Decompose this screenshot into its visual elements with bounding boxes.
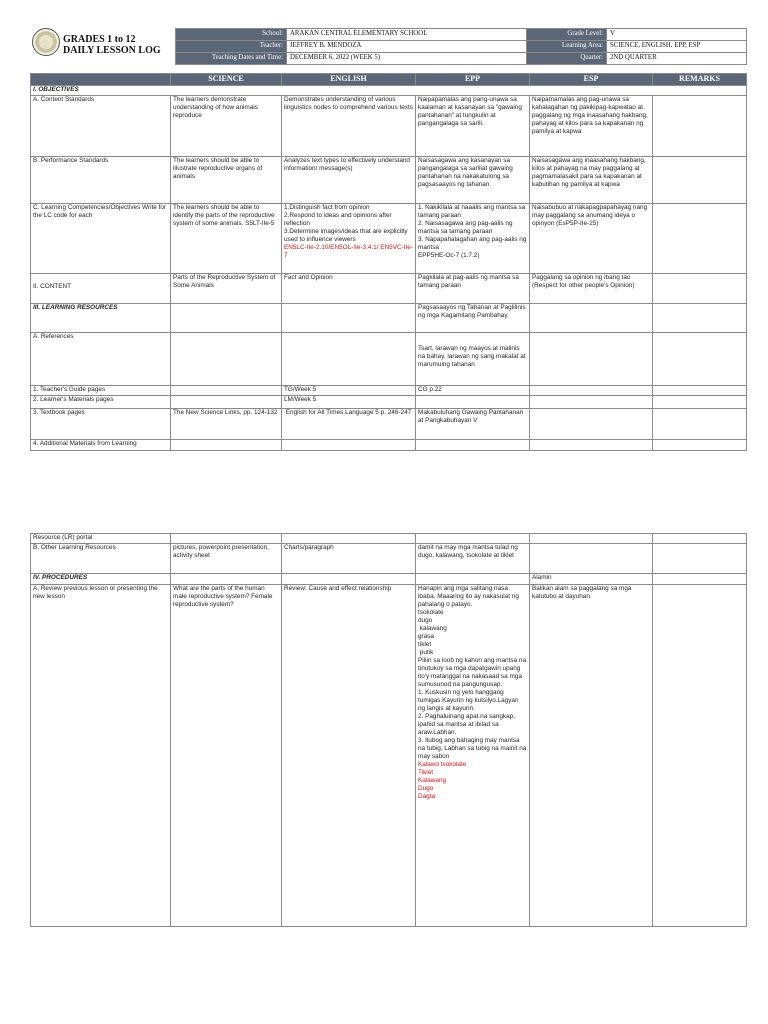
row-additional-materials-cont xyxy=(31,534,747,544)
cell-esp xyxy=(530,386,653,396)
header-info-table xyxy=(175,28,747,65)
cell-english xyxy=(282,534,416,544)
row-learners-materials xyxy=(31,396,747,409)
english-objective-2: 2.Respond to ideas and opinions after reflection xyxy=(284,212,392,227)
epp-answer-line: Dugo xyxy=(418,785,434,792)
epp-answer-line: Kalawang xyxy=(418,777,447,784)
cell-remarks xyxy=(653,304,747,333)
procedures-label: IV. PROCEDURES xyxy=(33,574,88,581)
row-label: 4. Additional Materials from Learning xyxy=(31,440,171,451)
cell-english xyxy=(282,440,416,451)
cell-esp: Alamin xyxy=(530,574,653,585)
cell-remarks xyxy=(653,409,747,440)
brand-line-2: DAILY LESSON LOG xyxy=(63,45,161,56)
epp-objective-1: 1. Nakikilala at naaalis ang mantsa sa tamang paraan xyxy=(418,204,526,219)
school-label: School: xyxy=(176,29,287,41)
epp-review-line: putik xyxy=(418,649,434,656)
cell-esp xyxy=(530,409,653,440)
cell-esp xyxy=(530,440,653,451)
cell-english: Analyzes text types to effectively understand information/ message(s) xyxy=(282,157,416,204)
epp-review-line: 1. Kuskusin ng yelo hanggang tumigas.Kayurin ng kutsilyo.Lagyan ng langis at kayurin. xyxy=(418,689,519,712)
epp-review-line: grasa xyxy=(418,633,434,640)
corner-header xyxy=(31,74,171,86)
cell-esp: Balikan alam sa paggalang sa mga katutubo at dayuhan. xyxy=(530,585,653,927)
cell-english: Fact and Opinion xyxy=(282,274,416,304)
cell-science: What are the parts of the human male reproductive system? Female reproductive system? xyxy=(171,585,282,927)
epp-review-line: tiklet xyxy=(418,641,432,648)
row-label: Resource (LR) portal xyxy=(31,534,171,544)
cell-remarks xyxy=(653,534,747,544)
cell-epp: Pagsasaayos ng Tahanan at Paglilinis ng mga Kagamitang Pambahay. xyxy=(416,304,530,333)
row-label xyxy=(31,304,171,333)
cell-science: The learners demonstrate understanding of how animals reproduce xyxy=(171,96,282,157)
cell-science: Parts of the Reproductive System of Some Animals xyxy=(171,274,282,304)
cell-remarks xyxy=(653,585,747,927)
cell-english xyxy=(282,333,416,386)
page-one xyxy=(0,0,768,475)
cell-remarks xyxy=(653,204,747,274)
cell-english: LM/Week 5 xyxy=(282,396,416,409)
dates-value: DECEMBER 6, 2022 (WEEK 5) xyxy=(287,53,527,65)
row-label: A. Content Standards xyxy=(31,96,171,157)
cell-english: TG/Week 5 xyxy=(282,386,416,396)
grade-label: Grade Level: xyxy=(527,29,607,41)
cell-science xyxy=(171,333,282,386)
epp-objective-3: 3. Napapahalagahan ang pag-aalis ng mantsa xyxy=(418,236,527,251)
cell-esp xyxy=(530,544,653,574)
cell-esp xyxy=(530,396,653,409)
cell-epp: CG p.22 xyxy=(416,386,530,396)
row-label: A. References xyxy=(31,333,171,386)
cell-epp: damit na may mga mantsa tulad ng dugo, kalawang, tsokolate at tiklet xyxy=(416,544,530,574)
cell-science: The learners should be able to identify the parts of the reproductive system of some animals. S5LT-IIe-5 xyxy=(171,204,282,274)
epp-answer-line: Kalawo tsokolate xyxy=(418,761,467,768)
cell-epp xyxy=(416,585,530,927)
row-additional-materials xyxy=(31,440,747,451)
cell-esp: Paggalang sa opinion ng ibang tao (Respect for other people's Opinion) xyxy=(530,274,653,304)
cell-english xyxy=(282,204,416,274)
page-two xyxy=(0,475,768,1024)
grade-value: V xyxy=(607,29,747,41)
cell-remarks xyxy=(653,396,747,409)
row-label: 2. Learner's Materials pages xyxy=(31,396,171,409)
cell-science: pictures, powerpoint presentation, activity sheet xyxy=(171,544,282,574)
english-objective-1: 1.Distinguish fact from opinion xyxy=(284,204,370,211)
quarter-label: Quarter: xyxy=(527,53,607,65)
cell-english xyxy=(282,574,416,585)
cell-epp xyxy=(416,396,530,409)
content-label: II. CONTENT xyxy=(33,283,71,290)
cell-esp: Naipamamalas ang pag-unawa sa kahalagahan ng pakikipag-kapwatao at paggalang ng mga inaasahang hakbang, pahayag at kilos para sa kapakanan ng pamilya at kapwa xyxy=(530,96,653,157)
row-performance-standards xyxy=(31,157,747,204)
english-objective-3: 3.Determine images/ideas that are explicitly used to influence viewers xyxy=(284,228,408,243)
cell-esp: Naisabubuo at nakapagpapahayag nang may paggalang sa anumang ideya o opinyon (EsP5P-IIe-25) xyxy=(530,204,653,274)
epp-review-line: Hanapin ang mga salitang nasa ibaba. Maaaring ito ay nakasulat ng pahalang o patayo. xyxy=(418,585,519,608)
area-label: Learning Area: xyxy=(527,41,607,53)
cell-esp: Naisasagawa ang inaasahang hakbang, kilos at pahayag na may paggalang at pagmamalasakit para sa kapakanan at kabutihan ng pamilya at kapwa xyxy=(530,157,653,204)
cell-remarks xyxy=(653,274,747,304)
epp-review-line: 2. Paghaluinang apat na sangkap, ipahid sa mantsa at ibilad sa araw.Labhan. xyxy=(418,713,516,736)
cell-epp xyxy=(416,333,530,386)
cell-esp xyxy=(530,304,653,333)
brand-line-1: GRADES 1 to 12 xyxy=(63,34,136,45)
dll-brand xyxy=(63,34,161,56)
cell-esp xyxy=(530,333,653,386)
english-lc-code: EN5LC-IIe-2.10/EN5OL-IIe-3.4.1/ EN5VC-IIe-7 xyxy=(284,244,413,259)
row-label: C. Learning Competencies/Objectives Write for the LC code for each xyxy=(31,204,171,274)
row-label: 1. Teacher's Guide pages xyxy=(31,386,171,396)
col-header-english: ENGLISH xyxy=(282,74,416,86)
epp-answer-line: Dagta xyxy=(418,793,436,800)
epp-review-line: tsokolate xyxy=(418,609,444,616)
cell-science: The learners should be able to illustrate reproductive organs of animals xyxy=(171,157,282,204)
deped-seal-icon xyxy=(32,28,60,56)
row-review xyxy=(31,585,747,927)
epp-answer-line: Tiklet xyxy=(418,769,434,776)
row-learning-resources xyxy=(31,304,747,333)
row-textbook xyxy=(31,409,747,440)
epp-review-line: kalawang xyxy=(418,625,447,632)
epp-review-line: dugo xyxy=(418,617,433,624)
cell-remarks xyxy=(653,574,747,585)
cell-epp: Naipapamalas ang pang-unawa sa kaalaman at kasanayan sa "gawaing pantahanan" at tungkulin at pangangalaga sa sarili. xyxy=(416,96,530,157)
row-label xyxy=(31,274,171,304)
cell-science: The New Science Links, pp. 124-132 xyxy=(171,409,282,440)
row-content-standards xyxy=(31,96,747,157)
resources-label: III. LEARNING RESOURCES xyxy=(33,304,118,311)
cell-epp xyxy=(416,534,530,544)
cell-remarks xyxy=(653,440,747,451)
cell-epp xyxy=(416,574,530,585)
cell-english: Charts/paragraph xyxy=(282,544,416,574)
epp-objective-2: 2. Naisasagawa ang pag-aalis ng mantsa sa tamang paraan xyxy=(418,220,513,235)
cell-epp xyxy=(416,204,530,274)
cell-english: English for All Times Language 5 p. 246-247 xyxy=(282,409,416,440)
row-other-resources xyxy=(31,544,747,574)
cell-remarks xyxy=(653,544,747,574)
cell-science xyxy=(171,396,282,409)
cell-esp xyxy=(530,534,653,544)
dates-label: Teaching Dates and Time: xyxy=(176,53,287,65)
col-header-epp: EPP xyxy=(416,74,530,86)
row-content xyxy=(31,274,747,304)
school-value: ARAKAN CENTRAL ELEMENTARY SCHOOL xyxy=(287,29,527,41)
row-procedures xyxy=(31,574,747,585)
cell-remarks xyxy=(653,96,747,157)
col-header-science: SCIENCE xyxy=(171,74,282,86)
epp-lc-code: EPP5HE-Oc-7 (1.7.2) xyxy=(418,252,480,259)
cell-english: Demonstrates understanding of various linguistics nodes to comprehend various texts xyxy=(282,96,416,157)
cell-epp xyxy=(416,440,530,451)
col-header-esp: ESP xyxy=(530,74,653,86)
teacher-label: Teacher: xyxy=(176,41,287,53)
row-label: 3. Textbook pages xyxy=(31,409,171,440)
row-references xyxy=(31,333,747,386)
cell-science xyxy=(171,304,282,333)
teacher-value: JEFFREY B. MENDOZA xyxy=(287,41,527,53)
cell-english: Review: Cause and effect relationship xyxy=(282,585,416,927)
references-epp-text: Tsart, larawan ng maayos at malinis na bahay, larawan ng sang makalat at marumuing tahanan xyxy=(418,345,526,368)
area-value: SCIENCE, ENGLISH. EPP, ESP xyxy=(607,41,747,53)
cell-epp: Makabuluhang Gawaing Pantahanan at Pangkabuhayan V xyxy=(416,409,530,440)
cell-epp: Naisasagawa ang kasanayan sa pangangalaga sa sariliat gawaing pantahanan na nakakatulong sa pagsasaayos ng tahanan. xyxy=(416,157,530,204)
cell-science xyxy=(171,440,282,451)
cell-remarks xyxy=(653,157,747,204)
cell-english xyxy=(282,304,416,333)
cell-science xyxy=(171,534,282,544)
section-objectives: I. OBJECTIVES xyxy=(31,86,747,96)
epp-review-line: Piliin sa loob ng kahon ang mantsa na tinutukoy sa mga dapatgawin upang ito'y matanggal na nakasaad sa mga sumusunod na pangungusap. xyxy=(418,657,527,688)
cell-epp: Pagkilala at pag-aalis ng mantsa sa tamang paraan xyxy=(416,274,530,304)
row-label xyxy=(31,574,171,585)
cell-science xyxy=(171,386,282,396)
lesson-table-page-1 xyxy=(30,73,747,451)
row-competencies xyxy=(31,204,747,274)
col-header-remarks: REMARKS xyxy=(653,74,747,86)
epp-review-line: 3. Ilubog ang bahaging may mantsa na tubig. Labhan sa tubig na mainit na may sabon xyxy=(418,737,527,760)
row-label: B. Performance Standards xyxy=(31,157,171,204)
row-label: A. Review previous lesson or presenting the new lesson xyxy=(31,585,171,927)
cell-remarks xyxy=(653,386,747,396)
row-label: B. Other Learning Resources xyxy=(31,544,171,574)
row-teachers-guide xyxy=(31,386,747,396)
quarter-value: 2ND QUARTER xyxy=(607,53,747,65)
cell-science xyxy=(171,574,282,585)
cell-remarks xyxy=(653,333,747,386)
lesson-table-page-2 xyxy=(30,533,747,927)
